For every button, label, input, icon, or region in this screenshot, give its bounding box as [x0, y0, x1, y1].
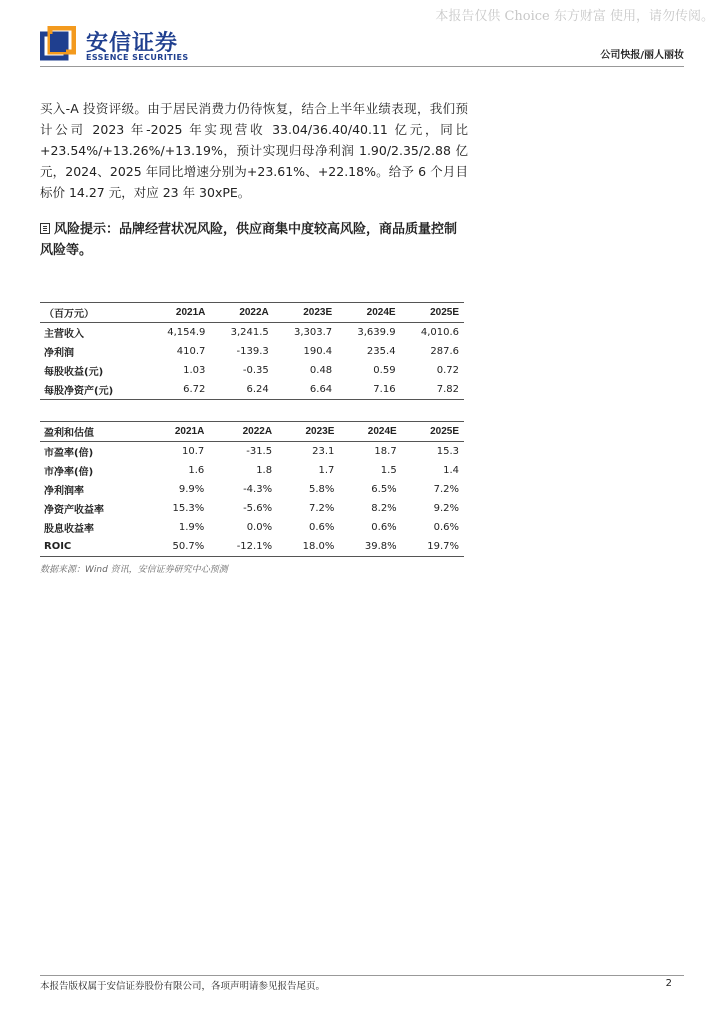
table-header-cell: 2025E [401, 303, 464, 323]
table-cell: 1.7 [318, 465, 335, 476]
page-number: 2 [665, 978, 672, 989]
table-cell: 9.2% [433, 503, 459, 514]
table-cell: 3,639.9 [357, 327, 396, 338]
table-cell: 0.0% [246, 522, 273, 533]
table-cell: 5.8% [308, 484, 335, 495]
footer-divider [40, 975, 684, 976]
table-cell: -5.6% [243, 503, 273, 514]
table-cell: 4,154.9 [167, 327, 206, 338]
table-cell: 1.8 [256, 465, 273, 476]
row-label: 每股净资产(元) [40, 380, 147, 400]
table-row [40, 380, 464, 400]
table-row [40, 537, 464, 557]
table-cell: 18.7 [374, 446, 397, 457]
table-cell: 8.2% [371, 503, 397, 514]
table-header-cell: 2021A [147, 303, 210, 323]
table-cell: 10.7 [182, 446, 205, 457]
data-source-note: 数据来源：Wind 资讯，安信证券研究中心预测 [40, 565, 228, 575]
copyright-notice: 本报告版权属于安信证券股份有限公司，各项声明请参见报告尾页。 [40, 981, 326, 992]
table-cell: 6.72 [147, 380, 210, 400]
table-cell: 6.64 [274, 380, 337, 400]
row-label: ROIC [40, 537, 147, 557]
table-cell: -139.3 [236, 346, 269, 357]
table-cell: 410.7 [176, 346, 206, 357]
table-row [40, 442, 464, 462]
table-cell: 3,241.5 [230, 327, 269, 338]
table-row [40, 323, 464, 343]
table-cell: -0.35 [242, 365, 269, 376]
table-header-cell: 2022A [209, 422, 277, 442]
row-label: 净资产收益率 [44, 505, 104, 516]
table-cell: 287.6 [430, 346, 459, 357]
table-cell: 235.4 [366, 346, 396, 357]
table-cell: 0.59 [373, 365, 396, 376]
table-header-cell: （百万元） [40, 303, 147, 323]
table-cell: 6.5% [371, 484, 397, 495]
financial-summary-table [40, 302, 464, 400]
rating-paragraph: 买入-A 投资评级。由于居民消费力仍待恢复，结合上半年业绩表现，我们预计公司 2023 年-2025 年实现营收 33.04/36.40/40.11 亿元，同比 +23.54%/+13.26%/+13.19%，预计实现归母净利润 1.90/2.35/2.88 亿元，2024、2025 年同比增速分别为+23.61%、+22.18%。给予 6 个月目标价 14.27 元，对应 23 年 30xPE。 [40, 101, 468, 200]
table-cell: 0.48 [309, 365, 333, 376]
row-label: 市净率(倍) [44, 467, 94, 478]
table-cell: 1.5 [380, 465, 397, 476]
table-cell: 7.2% [433, 484, 459, 495]
table-cell: 6.24 [210, 380, 273, 400]
valuation-table [40, 421, 464, 557]
table-cell: 0.6% [371, 522, 397, 533]
table-row [40, 361, 464, 380]
table-cell: 0.6% [308, 522, 335, 533]
table-cell: 50.7% [147, 537, 209, 557]
table-header-cell: 2025E [402, 422, 464, 442]
table-cell: 39.8% [339, 537, 401, 557]
risk-warning-text: 风险提示：品牌经营状况风险，供应商集中度较高风险，商品质量控制风险等。 [40, 222, 458, 258]
table-row [40, 461, 464, 480]
table-cell: -12.1% [209, 537, 277, 557]
table-cell: 0.6% [433, 522, 459, 533]
table-header-cell: 2024E [337, 303, 400, 323]
table-cell: 1.03 [183, 365, 206, 376]
row-label: 股息收益率 [44, 524, 94, 535]
row-label: 主营收入 [44, 329, 84, 340]
table-cell: 4,010.6 [420, 327, 459, 338]
table-header-cell: 2022A [210, 303, 273, 323]
table-cell: 15.3% [172, 503, 205, 514]
table-row [40, 518, 464, 537]
table-cell: 19.7% [402, 537, 464, 557]
logo-english-name: ESSENCE SECURITIES [86, 53, 189, 62]
list-icon [40, 223, 50, 234]
table-cell: 7.2% [308, 503, 335, 514]
table-header-cell: 2023E [274, 303, 337, 323]
table-row [40, 499, 464, 518]
table-cell: 3,303.7 [294, 327, 333, 338]
table-cell: 0.72 [436, 365, 459, 376]
table-row [40, 480, 464, 499]
table-cell: 23.1 [312, 446, 335, 457]
risk-warning [40, 219, 460, 261]
table-cell: 18.0% [277, 537, 339, 557]
table-cell: 1.6 [188, 465, 205, 476]
table-cell: 1.9% [178, 522, 205, 533]
table-cell: 1.4 [443, 465, 459, 476]
table-cell: 9.9% [178, 484, 205, 495]
company-logo [40, 26, 200, 66]
logo-chinese-name: 安信证券 [86, 31, 179, 56]
table-cell: -4.3% [243, 484, 273, 495]
table-header-cell: 2021A [147, 422, 209, 442]
table-header-cell: 盈利和估值 [40, 422, 147, 442]
table-cell: 190.4 [303, 346, 333, 357]
table-cell: 7.16 [337, 380, 400, 400]
watermark: 本报告仅供 Choice 东方财富 使用，请勿传阅。 [435, 9, 714, 24]
row-label: 每股收益(元) [44, 367, 104, 378]
table-cell: 15.3 [436, 446, 459, 457]
table-header-cell: 2023E [277, 422, 339, 442]
table-header-row [40, 303, 464, 323]
table-header-cell: 2024E [339, 422, 401, 442]
logo-mark-icon [40, 26, 76, 64]
table-header-row [40, 422, 464, 442]
table-cell: 7.82 [401, 380, 464, 400]
report-category: 公司快报/丽人丽妆 [600, 50, 684, 61]
table-row [40, 342, 464, 361]
row-label: 市盈率(倍) [44, 448, 94, 459]
row-label: 净利润 [44, 348, 74, 359]
table-cell: -31.5 [246, 446, 273, 457]
row-label: 净利润率 [44, 486, 84, 497]
header-divider [40, 66, 684, 67]
